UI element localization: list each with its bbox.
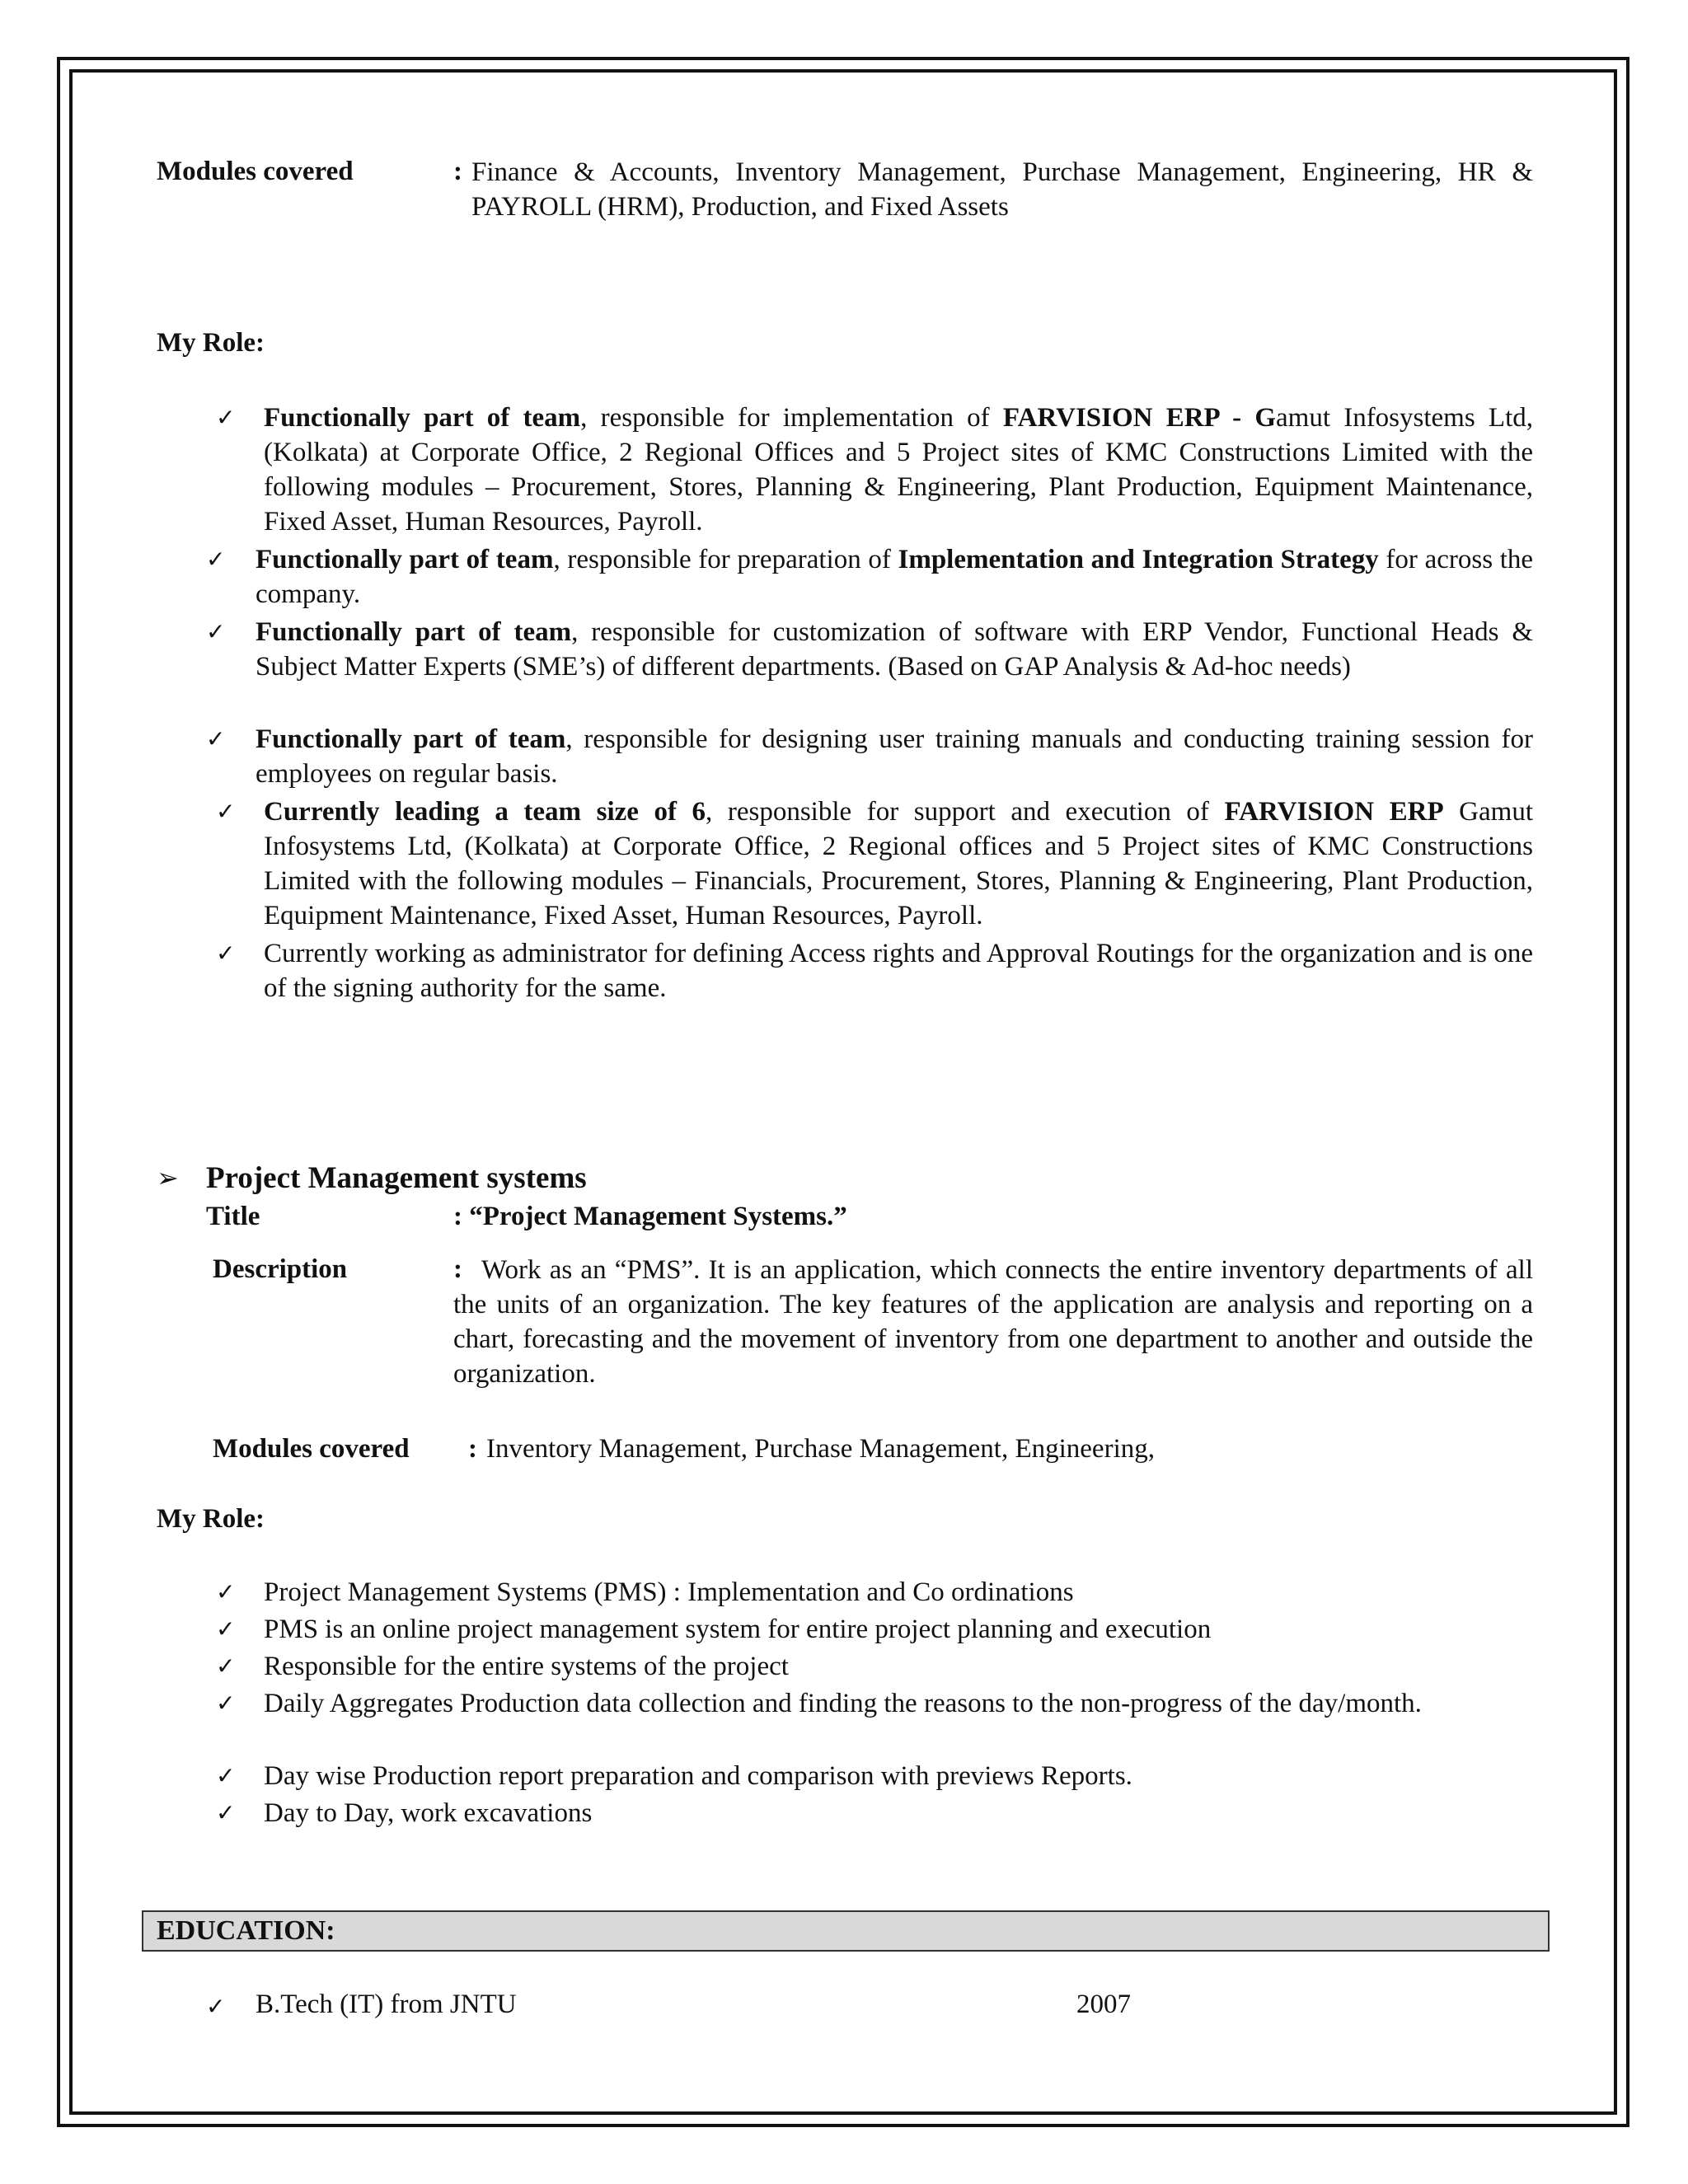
checkmark-icon: ✓: [206, 725, 226, 752]
role-item: Currently working as administrator for defining Access rights and Approval Routings for the organization and is one of the signing authority for the same.: [264, 939, 1533, 1003]
education-heading: EDUCATION:: [157, 1915, 335, 1946]
role-heading: My Role:: [157, 328, 265, 358]
role-item: Responsible for the entire systems of the project: [264, 1652, 789, 1681]
project-heading: Project Management systems: [206, 1161, 587, 1195]
role-item: Functionally part of team, responsible for implementation of FARVISION ERP - Gamut Infosystems Ltd, (Kolkata) at Corporate Office, 2 Regional Offices and 5 Project sites of KMC Constructions Limited with the following modules – Procurement, Stores, Planning & Engineering, Plant Production, Equipment Maintenance, Fixed Asset, Human Resources, Payroll.: [264, 403, 1533, 537]
role-item: Day to Day, work excavations: [264, 1798, 593, 1828]
title-value: : “Project Management Systems.”: [453, 1202, 847, 1231]
checkmark-icon: ✓: [206, 546, 226, 573]
checkmark-icon: ✓: [216, 798, 236, 825]
checkmark-icon: ✓: [206, 1993, 226, 2020]
checkmark-icon: ✓: [206, 618, 226, 645]
role-heading: My Role:: [157, 1504, 265, 1534]
education-year: 2007: [1076, 1990, 1131, 2019]
description-label: Description: [213, 1254, 348, 1284]
title-label: Title: [206, 1202, 260, 1231]
checkmark-icon: ✓: [216, 1578, 236, 1605]
modules-colon: :: [453, 157, 462, 186]
checkmark-icon: ✓: [216, 1615, 236, 1643]
education-degree: B.Tech (IT) from JNTU: [256, 1990, 517, 2019]
checkmark-icon: ✓: [216, 1690, 236, 1717]
checkmark-icon: ✓: [216, 940, 236, 967]
modules-label: Modules covered: [157, 157, 354, 186]
role-item: Project Management Systems (PMS) : Implementation and Co ordinations: [264, 1577, 1074, 1607]
role-item: Functionally part of team, responsible for customization of software with ERP Vendor, Functional Heads & Subject Matter Experts (SME’s) of different departments. (Based on GAP Analysis & Ad-hoc needs): [256, 617, 1533, 682]
checkmark-icon: ✓: [216, 404, 236, 431]
checkmark-icon: ✓: [216, 1799, 236, 1826]
checkmark-icon: ✓: [216, 1652, 236, 1680]
modules-colon: :: [468, 1434, 477, 1464]
modules-label: Modules covered: [213, 1434, 410, 1464]
description-colon: :: [453, 1254, 462, 1284]
education-header-bar: [142, 1910, 1550, 1952]
role-item: Functionally part of team, responsible for designing user training manuals and conducting training session for employees on regular basis.: [256, 724, 1533, 789]
arrow-bullet-icon: ➢: [157, 1162, 179, 1193]
role-item: Currently leading a team size of 6, responsible for support and execution of FARVISION ERP Gamut Infosystems Ltd, (Kolkata) at Corporate Office, 2 Regional offices and 5 Project sites of KMC Constructions Limited with the following modules – Financials, Procurement, Stores, Planning & Engineering, Plant Production, Equipment Maintenance, Fixed Asset, Human Resources, Payroll.: [264, 797, 1533, 930]
modules-text: Inventory Management, Purchase Management, Engineering,: [486, 1434, 1155, 1464]
role-item: PMS is an online project management system for entire project planning and execution: [264, 1615, 1212, 1644]
role-item: Day wise Production report preparation and comparison with previews Reports.: [264, 1761, 1132, 1791]
role-item: Functionally part of team, responsible for preparation of Implementation and Integration Strategy for across the company.: [256, 545, 1534, 609]
description-text: Work as an “PMS”. It is an application, which connects the entire inventory departments of all the units of an organization. The key features of the application are analysis and reporting on a chart, forecasting and the movement of inventory from one department to another and outside the organization.: [453, 1255, 1533, 1389]
checkmark-icon: ✓: [216, 1762, 236, 1789]
role-item: Daily Aggregates Production data collection and finding the reasons to the non-progress of the day/month.: [264, 1689, 1422, 1718]
modules-text: Finance & Accounts, Inventory Management, Purchase Management, Engineering, HR & PAYROLL (HRM), Production, and Fixed Assets: [471, 157, 1533, 222]
